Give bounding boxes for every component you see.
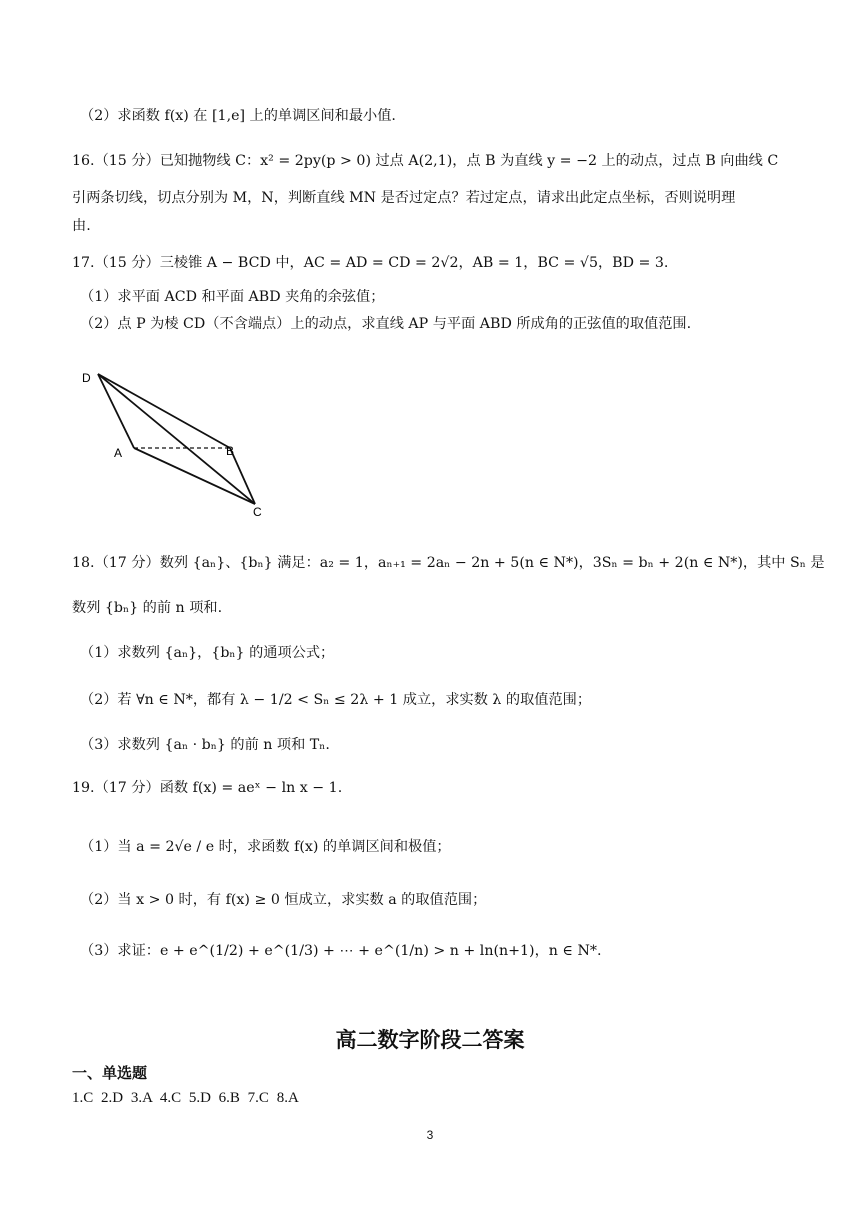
q18-part3: （3）求数列 {aₙ · bₙ} 的前 n 项和 Tₙ. <box>80 737 330 753</box>
answer-title: 高二数字阶段二答案 <box>335 1028 525 1052</box>
vertex-label-d: D <box>82 371 91 385</box>
q19-part2: （2）当 x > 0 时，有 f(x) ≥ 0 恒成立，求实数 a 的取值范围； <box>80 892 487 908</box>
q17-part2: （2）点 P 为棱 CD（不含端点）上的动点，求直线 AP 与平面 ABD 所成角的正弦值的取值范围. <box>80 316 692 332</box>
section-title: 一、单选题 <box>72 1064 148 1082</box>
q19-part3: （3）求证：e + e^(1/2) + e^(1/3) + ⋯ + e^(1/n) > n + ln(n+1)，n ∈ N*. <box>80 943 602 959</box>
q19-part1: （1）当 a = 2√e / e 时，求函数 f(x) 的单调区间和极值； <box>80 839 451 855</box>
q16-line3: 由. <box>72 218 91 234</box>
q18-line1: 18.（17 分）数列 {aₙ}、{bₙ} 满足：a₂ = 1，aₙ₊₁ = 2aₙ − 2n + 5(n ∈ N*)，3Sₙ = bₙ + 2(n ∈ N*)，其中 Sₙ 是 <box>72 555 825 571</box>
tetrahedron-figure <box>60 360 290 530</box>
q17-part1: （1）求平面 ACD 和平面 ABD 夹角的余弦值； <box>80 289 385 305</box>
q16-line1: 16.（15 分）已知抛物线 C：x² = 2py(p > 0) 过点 A(2,1)，点 B 为直线 y = −2 上的动点，过点 B 向曲线 C <box>72 153 779 169</box>
answer-list: 1.C 2.D 3.A 4.C 5.D 6.B 7.C 8.A <box>72 1090 299 1106</box>
q18-part2: （2）若 ∀n ∈ N*，都有 λ − 1/2 < Sₙ ≤ 2λ + 1 成立，求实数 λ 的取值范围； <box>80 692 592 708</box>
vertex-label-c: C <box>253 505 262 519</box>
vertex-label-b: B <box>226 444 235 458</box>
q15-part2: （2）求函数 f(x) 在 [1,e] 上的单调区间和最小值. <box>80 108 396 124</box>
vertex-label-a: A <box>114 446 123 460</box>
page-number: 3 <box>426 1128 434 1142</box>
q18-line2: 数列 {bₙ} 的前 n 项和. <box>72 600 223 616</box>
q16-line2: 引两条切线，切点分别为 M，N，判断直线 MN 是否过定点？若过定点，请求出此定点坐标，否则说明理 <box>72 190 736 206</box>
q19-line1: 19.（17 分）函数 f(x) = aeˣ − ln x − 1. <box>72 780 343 796</box>
q17-line1: 17.（15 分）三棱锥 A − BCD 中，AC = AD = CD = 2√2，AB = 1，BC = √5，BD = 3. <box>72 255 669 271</box>
q18-part1: （1）求数列 {aₙ}，{bₙ} 的通项公式； <box>80 645 335 661</box>
